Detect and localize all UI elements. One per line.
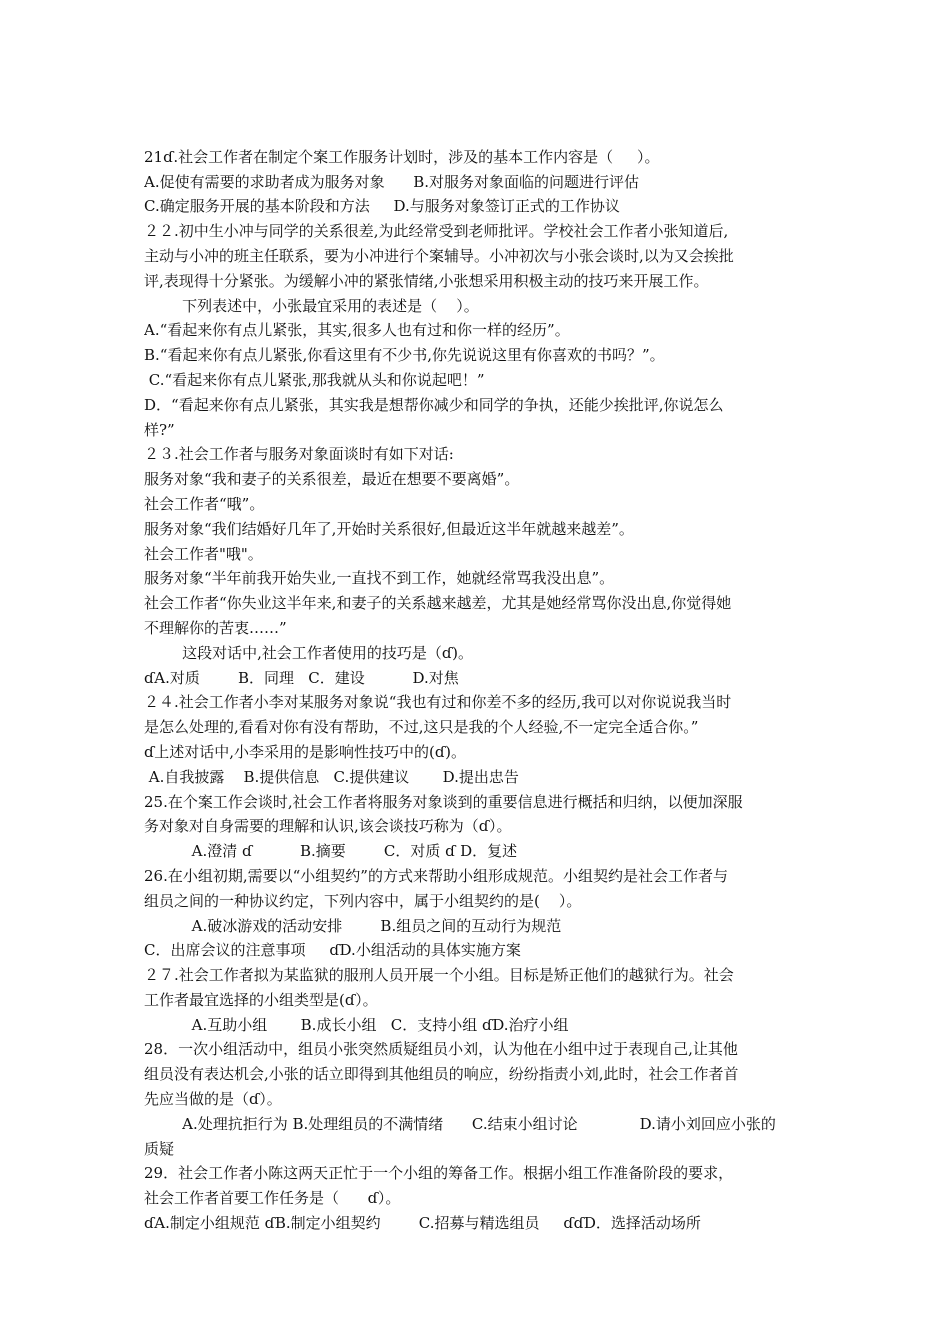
text-line: 工作者最宜选择的小组类型是(ɗ）。: [144, 990, 378, 1009]
question-27: ２７.社会工作者拟为某监狱的服刑人员开展一个小组。目标是矫正他们的越狱行为。社会: [144, 966, 734, 985]
text-line: 样?”: [144, 420, 175, 439]
text-line: ɗA.对质 B．同理 C．建设 D.对焦: [144, 668, 459, 687]
text-line: A.破冰游戏的活动安排 B.组员之间的互动行为规范: [144, 916, 562, 935]
text-line: C.确定服务开展的基本阶段和方法 D.与服务对象签订正式的工作协议: [144, 197, 620, 216]
text-line: 下列表述中，小张最宜采用的表述是（ ）。: [144, 296, 479, 315]
text-line: 社会工作者“哦”。: [144, 494, 265, 513]
question-21: 21ɗ.社会工作者在制定个案工作服务计划时，涉及的基本工作内容是（ ）。: [144, 147, 660, 166]
question-28: 28．一次小组活动中，组员小张突然质疑组员小刘，认为他在小组中过于表现自己,让其他: [144, 1040, 738, 1059]
text-line: ɗA.制定小组规范 ɗB.制定小组契约 C.招募与精选组员 ɗɗD．选择活动场所: [144, 1214, 701, 1233]
text-line: 组员之间的一种协议约定，下列内容中，属于小组契约的是( ）。: [144, 891, 582, 910]
document-page: [144, 120, 814, 1236]
text-line: 服务对象“我们结婚好几年了,开始时关系很好,但最近这半年就越来越差”。: [144, 519, 634, 538]
text-line: 服务对象“我和妻子的关系很差，最近在想要不要离婚”。: [144, 470, 520, 489]
text-line: 先应当做的是（ɗ）。: [144, 1090, 282, 1109]
text-line: 社会工作者首要工作任务是（ ɗ）。: [144, 1189, 401, 1208]
text-line: A.“看起来你有点儿紧张，其实,很多人也有过和你一样的经历”。: [144, 321, 570, 340]
text-line: A.处理抗拒行为 B.处理组员的不满情绪 C.结束小组讨论 D.请小刘回应小张的: [144, 1114, 776, 1133]
text-line: 社会工作者“你失业这半年来,和妻子的关系越来越差，尤其是她经常骂你没出息,你觉得她: [144, 594, 732, 613]
text-line: 是怎么处理的,看看对你有没有帮助，不过,这只是我的个人经验,不一定完全适合你。”: [144, 718, 699, 737]
question-26: 26.在小组初期,需要以“小组契约”的方式来帮助小组形成规范。小组契约是社会工作者与: [144, 866, 728, 885]
text-line: 主动与小冲的班主任联系，要为小冲进行个案辅导。小冲初次与小张会谈时,以为又会挨批: [144, 246, 734, 265]
text-line: A.互助小组 B.成长小组 C．支持小组 ɗD.治疗小组: [144, 1015, 569, 1034]
text-line: A.促使有需要的求助者成为服务对象 B.对服务对象面临的问题进行评估: [144, 172, 640, 191]
text-line: A.澄清 ɗ B.摘要 C．对质 ɗ D．复述: [144, 842, 518, 861]
text-line: 务对象对自身需要的理解和认识,该会谈技巧称为（ɗ）。: [144, 817, 512, 836]
text-line: [144, 120, 814, 145]
question-23: ２３.社会工作者与服务对象面谈时有如下对话:: [144, 445, 454, 464]
text-line: C．出席会议的注意事项 ɗD.小组活动的具体实施方案: [144, 941, 521, 960]
text-line: 不理解你的苦衷……”: [144, 618, 287, 637]
text-line: 组员没有表达机会,小张的话立即得到其他组员的响应，纷纷指责小刘,此时，社会工作者首: [144, 1065, 739, 1084]
text-line: ɗ上述对话中,小李采用的是影响性技巧中的(ɗ)。: [144, 742, 466, 761]
text-line: B.“看起来你有点儿紧张,你看这里有不少书,你先说说这里有你喜欢的书吗？”。: [144, 346, 665, 365]
text-line: 评,表现得十分紧张。为缓解小冲的紧张情绪,小张想采用积极主动的技巧来开展工作。: [144, 271, 709, 290]
text-line: 质疑: [144, 1139, 175, 1158]
question-22: ２２.初中生小冲与同学的关系很差,为此经常受到老师批评。学校社会工作者小张知道后,: [144, 222, 729, 241]
text-line: 这段对话中,社会工作者使用的技巧是（ɗ)。: [144, 643, 474, 662]
text-line: 服务对象“半年前我开始失业,一直找不到工作，她就经常骂我没出息”。: [144, 569, 615, 588]
question-24: ２４.社会工作者小李对某服务对象说“我也有过和你差不多的经历,我可以对你说说我当时: [144, 693, 732, 712]
text-line: C.“看起来你有点儿紧张,那我就从头和你说起吧！”: [144, 370, 485, 389]
text-line: 社会工作者"哦"。: [144, 544, 263, 563]
text-line: A.自我披露 B.提供信息 C.提供建议 D.提出忠告: [144, 767, 519, 786]
question-29: 29．社会工作者小陈这两天正忙于一个小组的筹备工作。根据小组工作准备阶段的要求，: [144, 1164, 734, 1183]
text-line: D．“看起来你有点儿紧张，其实我是想帮你减少和同学的争执，还能少挨批评,你说怎么: [144, 395, 724, 414]
question-25: 25.在个案工作会谈时,社会工作者将服务对象谈到的重要信息进行概括和归纳，以便加深服: [144, 792, 743, 811]
